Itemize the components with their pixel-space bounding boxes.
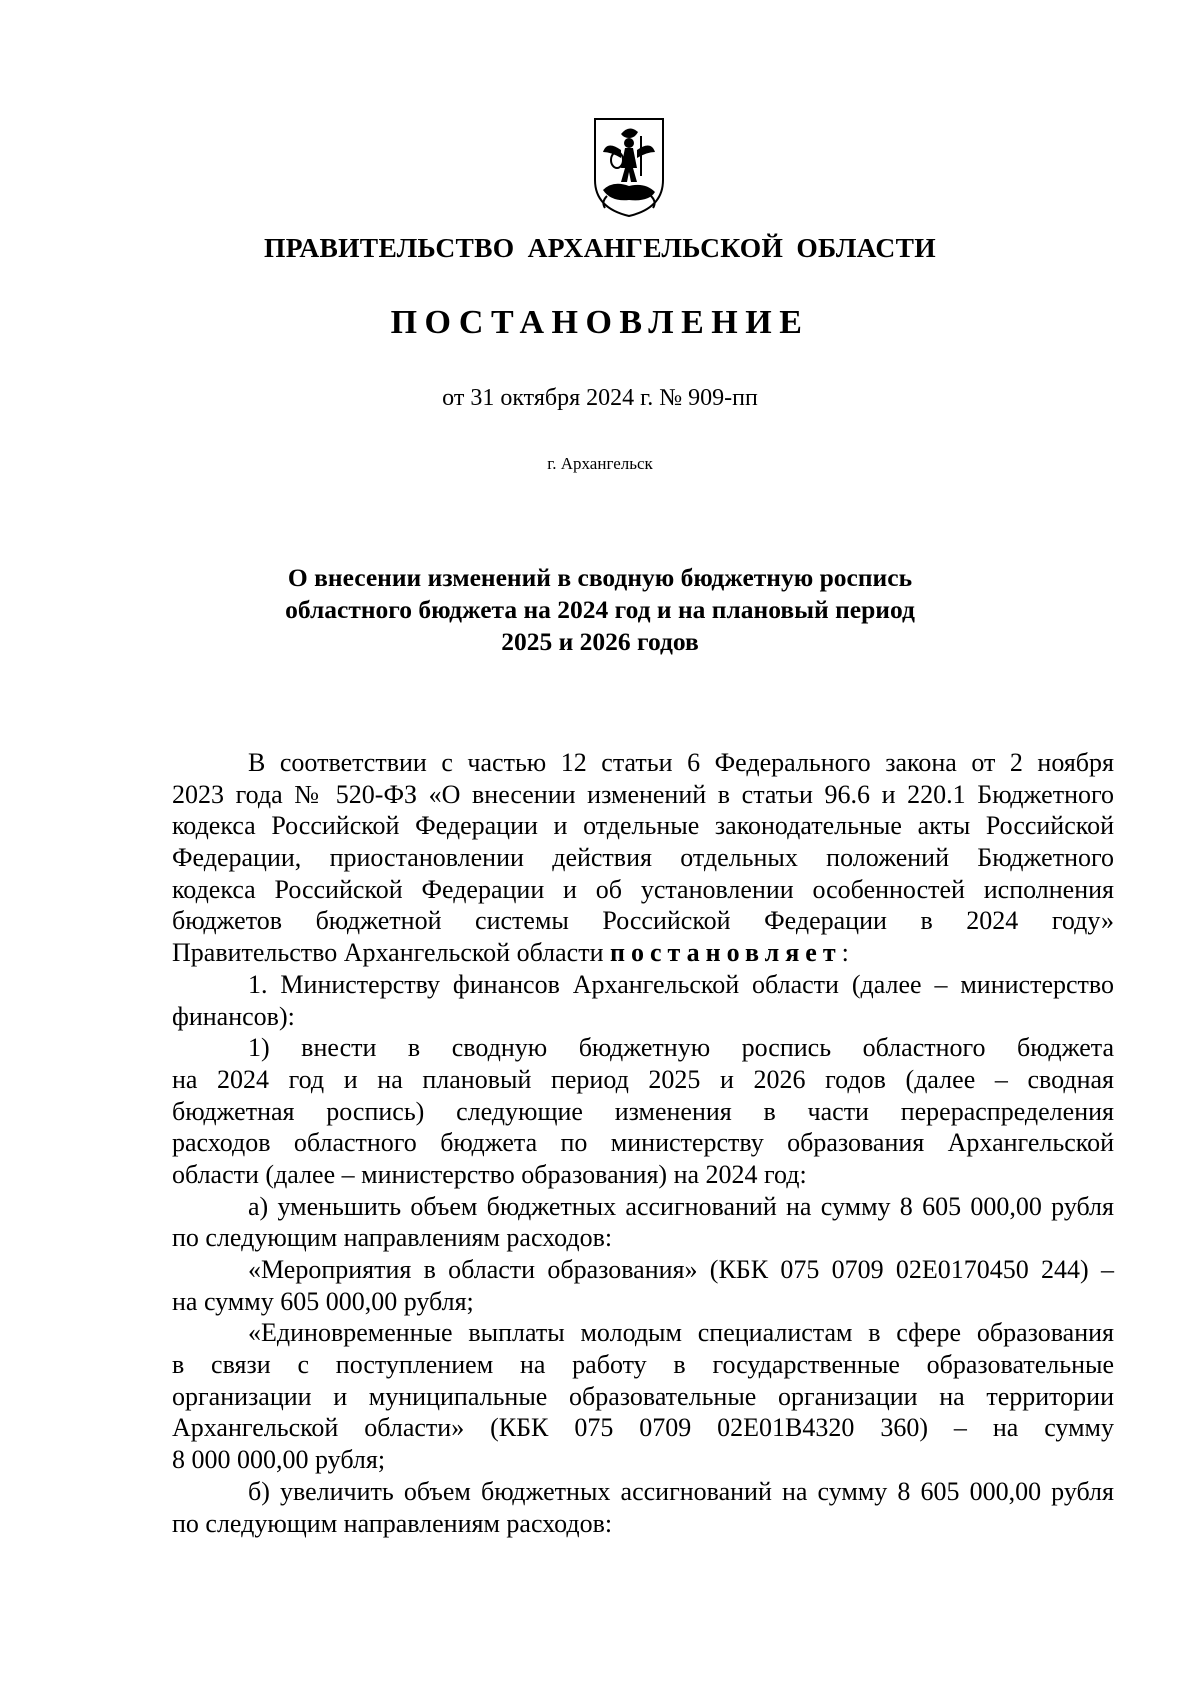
body-line: расходов областного бюджета по министерству образования Архангельской: [172, 1128, 1114, 1158]
body-line-resolution: [172, 937, 1114, 969]
document-city: г. Архангельск: [547, 454, 653, 473]
body-line: 8 000 000,00 рубля;: [172, 1445, 386, 1475]
body-line: по следующим направлениям расходов:: [172, 1223, 613, 1253]
body-line: а) уменьшить объем бюджетных ассигнований на сумму 8 605 000,00 рубля: [248, 1191, 1114, 1221]
body-line: финансов):: [172, 1001, 295, 1031]
body-line: в связи с поступлением на работу в государственные образовательные: [172, 1350, 1114, 1380]
body-line: б) увеличить объем бюджетных ассигнований на сумму 8 605 000,00 рубля: [248, 1476, 1114, 1506]
body-line: Федерации, приостановлении действия отдельных положений Бюджетного: [172, 843, 1114, 873]
body-line: 1) внести в сводную бюджетную роспись областного бюджета: [248, 1033, 1114, 1063]
body-line: В соответствии с частью 12 статьи 6 Федерального закона от 2 ноября: [248, 748, 1114, 777]
body-line: области (далее – министерство образования) на 2024 год:: [172, 1159, 807, 1189]
body-line: Правительство Архангельской области: [172, 938, 604, 968]
title-line: О внесении изменений в сводную бюджетную роспись: [287, 563, 913, 592]
coat-of-arms-icon: [591, 116, 667, 219]
document-type: ПОСТАНОВЛЕНИЕ: [390, 304, 810, 341]
body-line: «Единовременные выплаты молодым специалистам в сфере образования: [248, 1318, 1114, 1348]
body-line: кодекса Российской Федерации и отдельные законодательные акты Российской: [172, 811, 1114, 841]
document-date-number: от 31 октября 2024 г. № 909-пп: [442, 385, 758, 411]
body-line: :: [841, 938, 849, 968]
body-line: Архангельской области» (КБК 075 0709 02Е01В4320 360) – на сумму: [172, 1413, 1114, 1443]
body-line: 2023 года № 520-ФЗ «О внесении изменений в статьи 96.6 и 220.1 Бюджетного: [172, 779, 1114, 809]
body-line: бюджетов бюджетной системы Российской Федерации в 2024 году»: [172, 906, 1114, 936]
body-line: 1. Министерству финансов Архангельской области (далее – министерство: [248, 969, 1114, 999]
body-line: организации и муниципальные образовательные организации на территории: [172, 1381, 1114, 1411]
title-line: 2025 и 2026 годов: [501, 627, 699, 656]
organization-name: ПРАВИТЕЛЬСТВО АРХАНГЕЛЬСКОЙ ОБЛАСТИ: [264, 232, 936, 263]
resolves-keyword: постановляет: [610, 938, 842, 968]
body-line: «Мероприятия в области образования» (КБК 075 0709 02Е0170450 244) –: [248, 1255, 1114, 1284]
body-line: на 2024 год и на плановый период 2025 и 2026 годов (далее – сводная: [172, 1064, 1114, 1094]
title-line: областного бюджета на 2024 год и на плановый период: [285, 595, 915, 624]
document-title: [0, 562, 1200, 658]
body-line: по следующим направлениям расходов:: [172, 1508, 613, 1538]
body-line: на сумму 605 000,00 рубля;: [172, 1286, 474, 1316]
body-line: кодекса Российской Федерации и об установлении особенностей исполнения: [172, 874, 1114, 904]
body-line: бюджетная роспись) следующие изменения в части перераспределения: [172, 1096, 1114, 1126]
document-body: [172, 747, 1114, 1539]
